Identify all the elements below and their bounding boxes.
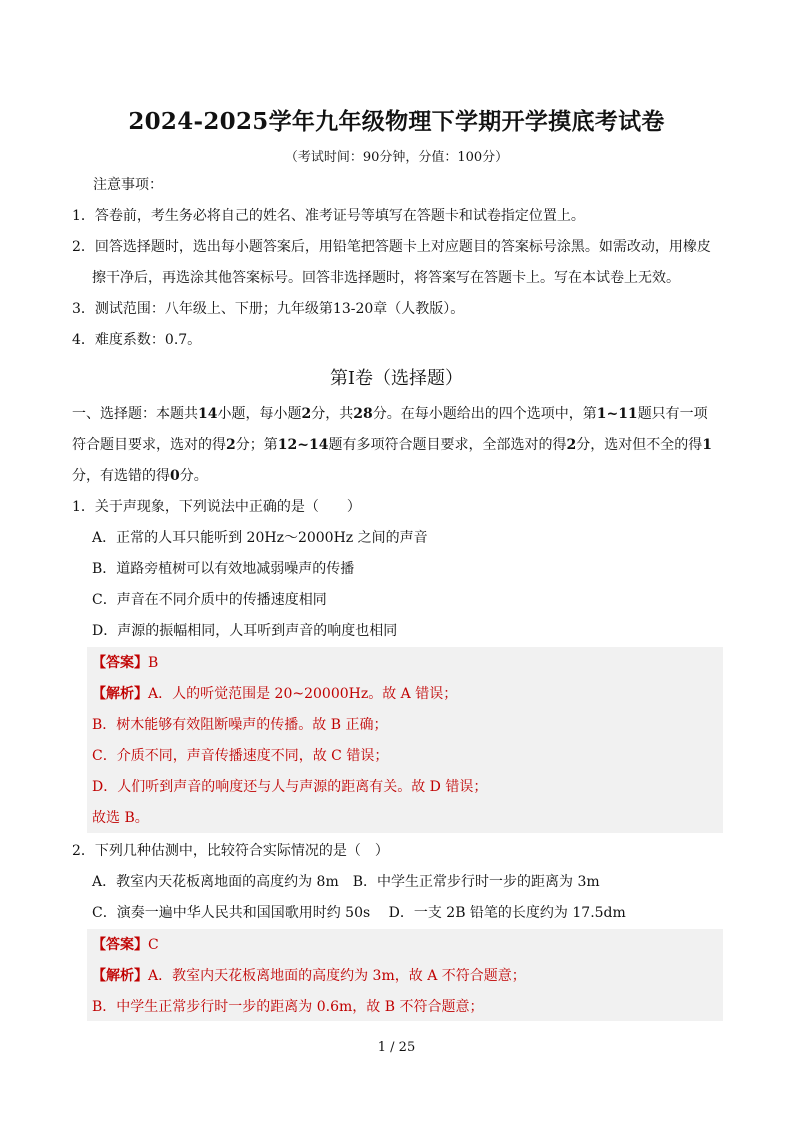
q1-answer: 【答案】B — [92, 655, 159, 671]
note-2: 2．回答选择题时，选出每小题答案后，用铅笔把答题卡上对应题目的答案标号涂黑。如需改动，用橡皮 — [72, 239, 711, 255]
q1-explanation: 【解析】A．人的听觉范围是 20~20000Hz。故 A 错误； — [92, 686, 458, 702]
section-intro-3: 分，有选错的得0分。 — [72, 468, 208, 484]
q1-explanation-c: C．介质不同，声音传播速度不同，故 C 错误； — [92, 748, 389, 764]
note-3: 3．测试范围：八年级上、下册；九年级第13-20章（人教版）。 — [72, 301, 465, 317]
page-title: 2024-2025学年九年级物理下学期开学摸底考试卷 — [128, 108, 665, 135]
q1-conclusion: 故选 B。 — [92, 810, 149, 826]
section-intro-2: 符合题目要求，选对的得2分；第12~14题有多项符合题目要求，全部选对的得2分，选对但不全的得1 — [72, 437, 712, 453]
notes-heading: 注意事项： — [93, 177, 163, 193]
q2-answer: 【答案】C — [92, 937, 159, 953]
q2-explanation-b: B．中学生正常步行时一步的距离为 0.6m，故 B 不符合题意； — [92, 999, 484, 1015]
q2-options-ab: A．教室内天花板离地面的高度约为 8m B．中学生正常步行时一步的距离为 3m — [92, 874, 600, 890]
note-4: 4．难度系数：0.7。 — [72, 332, 202, 348]
q2-stem: 2．下列几种估测中，比较符合实际情况的是（ ） — [72, 843, 389, 859]
page-number: 1 / 25 — [377, 1040, 416, 1055]
note-1: 1．答卷前，考生务必将自己的姓名、准考证号等填写在答题卡和试卷指定位置上。 — [72, 208, 585, 224]
note-2-cont: 擦干净后，再选涂其他答案标号。回答非选择题时，将答案写在答题卡上。写在本试卷上无效。 — [92, 270, 680, 286]
q1-explanation-b: B．树木能够有效阻断噪声的传播。故 B 正确； — [92, 717, 388, 733]
exam-time-info: （考试时间：90分钟，分值：100分） — [284, 150, 509, 165]
section-title: 第Ⅰ卷（选择题） — [329, 368, 464, 389]
q2-options-cd: C．演奏一遍中华人民共和国国歌用时约 50s D．一支 2B 铅笔的长度约为 17.5dm — [92, 905, 626, 921]
section-intro-1: 一、选择题：本题共14小题，每小题2分，共28分。在每小题给出的四个选项中，第1~11题只有一项 — [72, 406, 708, 422]
q1-option-b: B．道路旁植树可以有效地减弱噪声的传播 — [92, 561, 355, 577]
q1-explanation-d: D．人们听到声音的响度还与人与声源的距离有关。故 D 错误； — [92, 779, 488, 795]
q1-option-c: C．声音在不同介质中的传播速度相同 — [92, 592, 327, 608]
q2-explanation: 【解析】A．教室内天花板离地面的高度约为 3m，故 A 不符合题意； — [92, 968, 526, 984]
q1-option-a: A．正常的人耳只能听到 20Hz～2000Hz 之间的声音 — [92, 530, 428, 546]
q1-option-d: D．声源的振幅相同，人耳听到声音的响度也相同 — [92, 623, 398, 639]
q1-answer-box — [87, 647, 723, 833]
q1-stem: 1．关于声现象，下列说法中正确的是（ ） — [72, 499, 361, 515]
